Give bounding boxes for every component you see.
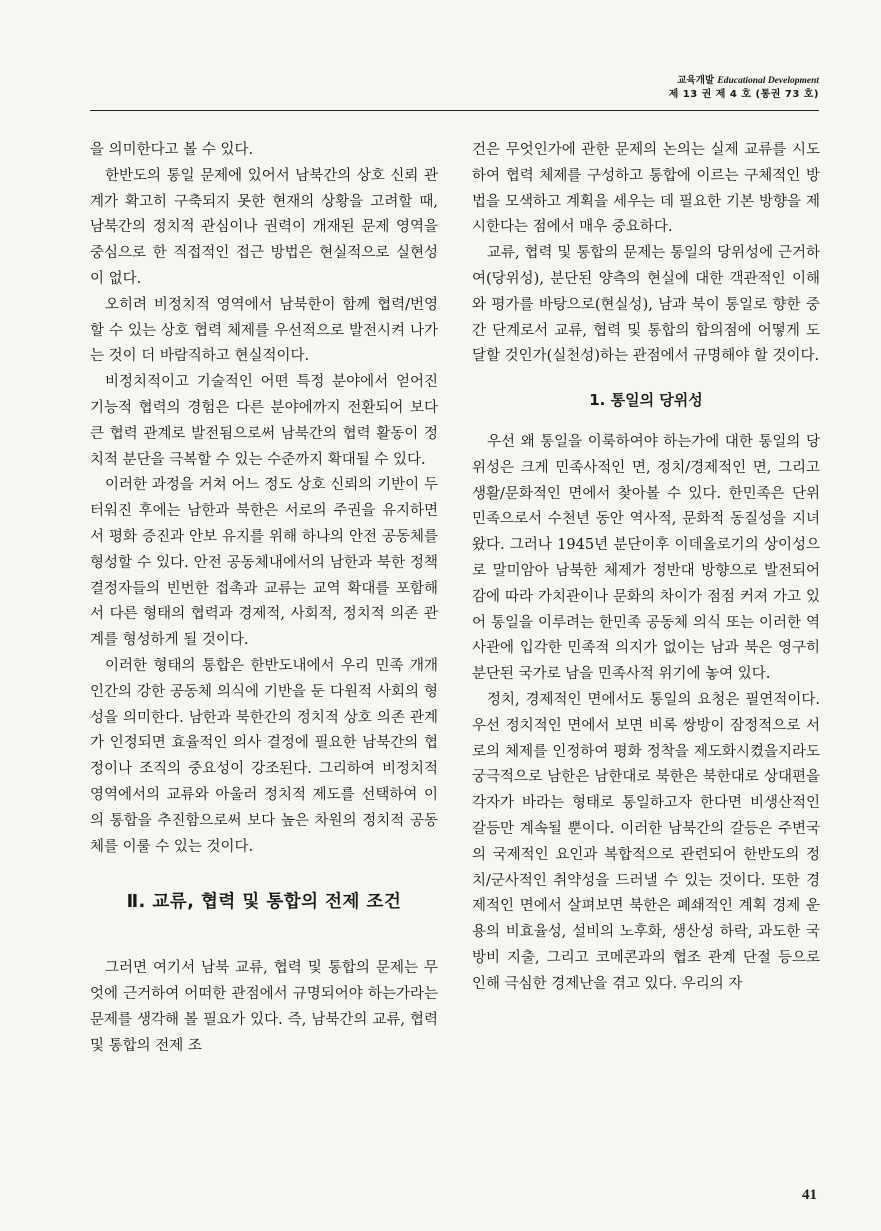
left-column bbox=[90, 138, 438, 1059]
paragraph: 을 의미한다고 볼 수 있다. bbox=[90, 142, 254, 158]
journal-title-en: Educational Development bbox=[717, 76, 819, 86]
journal-title bbox=[669, 74, 819, 88]
paragraph: 오히려 비정치적 영역에서 남북한이 함께 협력/번영할 수 있는 상호 협력 체제를 우선적으로 발전시켜 나가는 것이 더 바람직하고 현실적이다. bbox=[90, 296, 438, 365]
paragraph: 비정치적이고 기술적인 어떤 특정 분야에서 얻어진 기능적 협력의 경험은 다른 분야에까지 전환되어 보다 큰 협력 관계로 발전됨으로써 남북간의 협력 활동이 정치적 분단을 극복할 수 있는 수준까지 확대될 수 있다. bbox=[90, 374, 438, 468]
paragraph: 건은 무엇인가에 관한 문제의 논의는 실제 교류를 시도하여 협력 체제를 구성하고 통합에 이르는 구체적인 방법을 모색하고 계획을 세우는 데 필요한 기본 방향을 제시한다는 점에서 매우 중요하다. bbox=[472, 142, 820, 236]
paragraph: 교류, 협력 및 통합의 문제는 통일의 당위성에 근거하여(당위성), 분단된 양측의 현실에 대한 객관적인 이해와 평가를 바탕으로(현실성), 남과 북이 통일로 향한 중간 단계로서 교류, 협력 및 통합의 합의점에 어떻게 도달할 것인가(실천성)하는 관점에서 규명해야 할 것이다. bbox=[472, 245, 820, 365]
running-header bbox=[669, 74, 819, 102]
section-heading: Ⅱ. 교류, 협력 및 통합의 전제 조건 bbox=[126, 892, 402, 913]
paragraph: 한반도의 통일 문제에 있어서 남북간의 상호 신뢰 관계가 확고히 구축되지 못한 현재의 상황을 고려할 때, 남북간의 정치적 관심이나 권력이 개재된 문제 영역을 중심으로 한 직접적인 접근 방법은 현실적으로 실현성이 없다. bbox=[90, 167, 438, 287]
journal-title-kr: 교육개발 bbox=[677, 75, 715, 86]
paragraph: 그러면 여기서 남북 교류, 협력 및 통합의 문제는 무엇에 근거하여 어떠한 관점에서 규명되어야 하는가라는 문제를 생각해 볼 필요가 있다. 즉, 남북간의 교류, 협력 및 통합의 전제 조 bbox=[90, 960, 438, 1054]
paragraph: 이러한 과정을 거쳐 어느 정도 상호 신뢰의 기반이 두터워진 후에는 남한과 북한은 서로의 주권을 유지하면서 평화 증진과 안보 유지를 위해 하나의 안전 공동체를 형성할 수 있다. 안전 공동체내에서의 남한과 북한 정책 결정자들의 빈번한 접촉과 교류는 교역 확대를 포함해서 다른 형태의 협력과 경제적, 사회적, 정치적 의존 관계를 형성하게 될 것이다. bbox=[90, 477, 438, 649]
subsection-heading: 1. 통일의 당위성 bbox=[589, 391, 703, 410]
page-number: 41 bbox=[802, 1187, 817, 1203]
paragraph: 우선 왜 통일을 이룩하여야 하는가에 대한 통일의 당위성은 크게 민족사적인 면, 정치/경제적인 면, 그리고 생활/문화적인 면에서 찾아볼 수 있다. 한민족은 단위 민족으로서 수천년 동안 역사적, 문화적 동질성을 지녀왔다. 그러나 1945년 분단이후 이데올로기의 상이성으로 말미암아 남북한 체제가 정반대 방향으로 발전되어감에 따라 가치관이나 문화의 차이가 점점 커져 가고 있어 통일을 이루려는 한민족 공동체 의식 또는 이러한 역사관에 입각한 민족적 의지가 없이는 남과 북은 영구히 분단된 국가로 남을 민족사적 위기에 놓여 있다. bbox=[472, 433, 820, 683]
header-rule bbox=[90, 110, 819, 111]
paragraph: 이러한 형태의 통합은 한반도내에서 우리 민족 개개인간의 강한 공동체 의식에 기반을 둔 다원적 사회의 형성을 의미한다. 남한과 북한간의 정치적 상호 의존 관계가 인정되면 효율적인 의사 결정에 필요한 남북간의 협정이나 조직의 중요성이 강조된다. 그리하여 비정치적 영역에서의 교류와 아울러 정치적 제도를 선택하여 이의 통합을 추진함으로써 보다 높은 차원의 정치적 공동체를 이룰 수 있는 것이다. bbox=[90, 657, 438, 855]
right-column bbox=[472, 138, 820, 998]
paragraph: 정치, 경제적인 면에서도 통일의 요청은 필연적이다. 우선 정치적인 면에서 보면 비록 쌍방이 잠정적으로 서로의 체제를 인정하여 평화 정착을 제도화시켰을지라도 궁극적으로 남한은 남한대로 북한은 북한대로 상대편을 각자가 바라는 형태로 통일하고자 한다면 비생산적인 갈등만 계속될 뿐이다. 이러한 남북간의 갈등은 주변국의 국제적인 요인과 복합적으로 관련되어 한반도의 정치/군사적인 취약성을 드러낼 수 있는 것이다. 또한 경제적인 면에서 살펴보면 북한은 폐쇄적인 계획 경제 운용의 비효율성, 설비의 노후화, 생산성 하락, 과도한 국방비 지출, 그리고 코메콘과의 협조 관계 단절 등으로 인해 극심한 경제난을 겪고 있다. 우리의 자 bbox=[472, 691, 820, 992]
issue-info: 제 13 권 제 4 호 (통권 73 호) bbox=[668, 89, 819, 100]
